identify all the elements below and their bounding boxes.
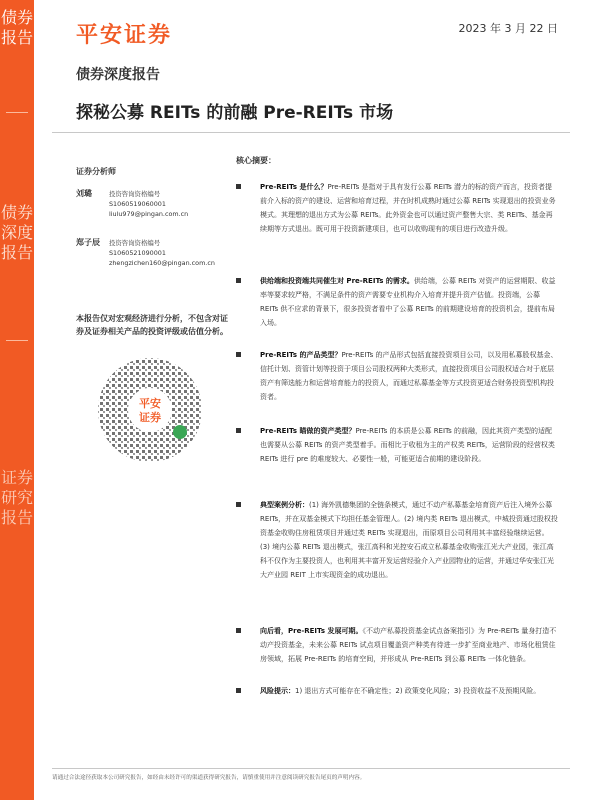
analyst-email[interactable]: zhengzichen160@pingan.com.cn [109, 259, 215, 267]
title-divider [52, 132, 570, 133]
sidebar-divider [6, 112, 28, 113]
sidebar-divider [6, 340, 28, 341]
qr-logo-text-bottom: 证券 [139, 411, 161, 424]
report-date: 2023 年 3 月 22 日 [458, 22, 558, 35]
bullet-body: 1) 退出方式可能存在不确定性；2) 政策变化风险；3) 投资收益不及预期风险。 [295, 687, 541, 695]
sidebar-label-middle: 债券深度报告 [0, 203, 33, 262]
bullet-lead: Pre-REITs 是什么？ [260, 183, 328, 191]
bullet-body: Pre-REITs 是指对于具有发行公募 REITs 潜力的标的资产而言，投资者提前介入标的资产的建设、运营和培育过程，并在时机成熟时通过公募 REITs 实现退出的投资业务模式。其理想的退出方式为公募 REITs。此外资金也可以通过资产整售大宗、类 REITs、基金再续期等方式退出。既可用于投资新建项目，也可以收购现有的项目进行改造升级。 [260, 183, 556, 233]
bullet-lead: Pre-REITs 瞄做的资产类型？ [260, 427, 356, 435]
analyst-name: 郑子辰 [76, 238, 100, 247]
footer-divider [52, 768, 570, 769]
bullet-lead: Pre-REITs 的产品类型？ [260, 351, 342, 359]
analyst-info [109, 189, 188, 219]
bullet-lead: 向后看，Pre-REITs 发展可期。 [260, 627, 363, 635]
analyst-heading: 证券分析师 [76, 167, 116, 176]
bullet-square-icon [236, 628, 241, 633]
document-type: 债券深度报告 [76, 67, 160, 83]
qr-logo-text-top: 平安 [139, 397, 161, 410]
bullet-body: (1) 海外凯德集团的全链条模式，通过不动产私募基金培育资产后注入境外公募 REITs，并在双基金模式下均担任基金管理人。(2) 境内类 REITs 退出模式，中城投资通过股权投资基金收购住房租赁项目并通过类 REITs 实现退出，而原项目公司利用其丰富经验继续运营。(3) 境内公募 REITs 退出模式，张江高科和光控安石成立私募基金收购张江光大产业园，张江高科不仅作为主要投资人，也利用其丰富开发运营经验介入产业园物业的运营，并通过华安张江光大产业园 REIT 上市实现资金的成功退出。 [260, 501, 558, 579]
bullet-square-icon [236, 428, 241, 433]
bullet-body: Pre-REITs 的产品形式包括直接投资项目公司，以及用私募股权基金、信托计划、资管计划等投资于项目公司股权两种大类形式，直接投资项目公司股权适合对于底层资产有筛选能力和运营培育能力的投资人，而通过私募基金等方式投资更适合财务投资型机构投资者。 [260, 351, 558, 401]
qr-code [94, 354, 206, 466]
bullet-square-icon [236, 502, 241, 507]
sidebar-label-bottom: 证券研究报告 [0, 468, 33, 527]
bullet-lead: 典型案例分析： [260, 501, 309, 509]
analyst-credential-id: S1060519060001 [109, 200, 166, 208]
sidebar [0, 0, 34, 800]
analyst-credential-id: S1060521090001 [109, 249, 166, 257]
analyst-info [109, 238, 215, 268]
company-logo: 平安证券 [76, 23, 173, 48]
analyst-credential-label: 投资咨询资格编号 [109, 190, 161, 198]
bullet-square-icon [236, 278, 241, 283]
analyst-email[interactable]: liulu979@pingan.com.cn [109, 210, 189, 218]
analyst-name: 刘璐 [76, 189, 92, 198]
analyst-credential-label: 投资咨询资格编号 [109, 239, 161, 247]
qr-badge-icon [173, 425, 187, 439]
bullet-square-icon [236, 184, 241, 189]
sidebar-label-top: 债券报告 [0, 8, 33, 47]
bullet-square-icon [236, 688, 241, 693]
bullet-lead: 供给端和投资端共同催生对 Pre-REITs 的需求。 [260, 277, 414, 285]
bullet-square-icon [236, 352, 241, 357]
bullet-lead: 风险提示： [260, 687, 295, 695]
footer-notice: 请通过合法途径获取本公司研究报告，如经由未经许可的渠道获得研究报告，请慎重使用并注意阅读研究报告尾页的声明内容。 [52, 775, 366, 781]
summary-heading: 核心摘要： [236, 156, 276, 165]
bullet-body: Pre-REITs 的本质是公募 REITs 的前融，因此其资产类型的适配也需要从公募 REITs 的资产类型着手。而相比于收租为主的产权类 REITs，运营阶段的经营权类 REITs 进行 pre 的难度较大、必要性一般，可能更适合前期的建设阶段。 [260, 427, 555, 463]
bullet-body: 《不动产私募投资基金试点备案指引》为 Pre-REITs 量身打造不动产投资基金，未来公募 REITs 试点项目覆盖资产种类有待进一步扩至商业地产、市场化租赁住房领域，拓展 Pre-REITs 的培育空间，并形成从 Pre-REITs 到公募 REITs 一体化链条。 [260, 627, 557, 663]
bullet-body: 供给端，公募 REITs 对资产的运营期限、收益率等要求较严格，不满足条件的资产需要专业机构介入培育并提升资产估值。投资端，公募 REITs 供不应求的背景下，很多投资者看中了公募 REITs 的前期建设培育的投资机会，提前布局入场。 [260, 277, 556, 327]
report-title: 探秘公募 REITs 的前融 Pre-REITs 市场 [76, 103, 394, 123]
side-disclaimer: 本报告仅对宏观经济进行分析，不包含对证券及证券相关产品的投资评级或估值分析。 [76, 314, 228, 336]
